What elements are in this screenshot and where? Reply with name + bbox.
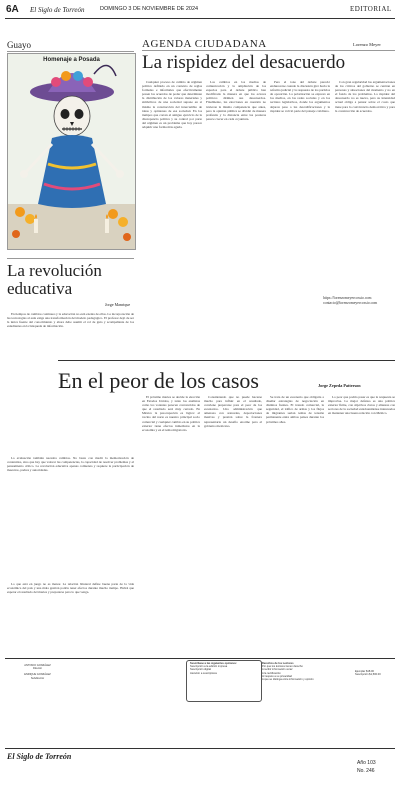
peor-column-3 bbox=[266, 395, 324, 645]
contact-email[interactable]: contacto@lorenzomeyercossio.com bbox=[323, 300, 378, 305]
agenda-column-4 bbox=[335, 80, 395, 290]
cartoon-rule bbox=[7, 51, 134, 52]
readers-right-3: A la rectificación bbox=[262, 671, 281, 675]
catrina-illustration bbox=[8, 54, 135, 249]
contact-website[interactable]: https://lorenzomeyercossio.com bbox=[323, 296, 372, 300]
agenda-headline: La rispidez del desacuerdo bbox=[142, 52, 346, 73]
cartoon-section-label: Guayo bbox=[7, 40, 31, 50]
price-single: Ejemplar $18.00 bbox=[355, 670, 374, 673]
subscriptions-title: Suscríbase a las siguientes opciones: bbox=[190, 662, 237, 665]
revolucion-rule bbox=[7, 258, 134, 259]
agenda-text-3: Pero el tono del debate pareció endurecerse cuando la discusión giró hacia la reforma judicial y la respuesta de los partidos de oposición. La polarización se expresó en los medios, en las redes sociales y en los recintos legislativos, donde los argumentos dejaron paso a las descalificaciones y la rispidez se volvió parte del paisaje cotidiano. bbox=[270, 80, 330, 113]
paper-name: El Siglo de Torreón bbox=[30, 6, 85, 14]
page-number: 6A bbox=[6, 4, 19, 15]
issue-date: DOMINGO 3 DE NOVIEMBRE DE 2024 bbox=[100, 6, 199, 12]
agenda-rule bbox=[142, 50, 395, 51]
peor-text-3: Se trata de un escenario que obligaría a diseñar estrategias de negociación en distintos frentes. El tratado comercial, la seguridad, el tráfico de armas y los flujos de migrantes serían temas de tensión permanente entre ambos países durante los próximos años. bbox=[266, 395, 324, 424]
revolucion-text-1: En tiempos de cambios continuos y la educación no está exenta de ellos. La incorporación de las tecnologías al aula exige una transformación del modelo pedagógico. El profesor dejó de ser la única fuente del conocimiento y ahora debe asumir el rol de guía y acompañante de los estudiantes en la búsqueda de información. bbox=[7, 312, 134, 329]
peor-column-4 bbox=[328, 395, 395, 645]
peor-headline: En el peor de los casos bbox=[58, 368, 259, 393]
agenda-text-1: Cualquier proceso de cambio de régimen político definido en un contexto de reglas formales e informales que efectivamente ponen los acuerdos de poder que determinan la distribución de los valores materiales y simbólicos de una sociedad supone en sí mismo la construcción del intercambio de ideas y opiniones de esa sociedad. En los tiempos que corren el antiguo ejercicio de la discrepancia política y su control por parte del régimen es un problema que hoy parece adquirir una forma más aguda. bbox=[142, 80, 202, 130]
price-box bbox=[355, 670, 395, 676]
footer-paper-name: El Siglo de Torreón bbox=[7, 752, 72, 761]
readers-rights-box bbox=[262, 662, 352, 681]
agenda-text-2: Los cambios en los medios de comunicación y la ampliación de los espacios para el debate público han modificado la manera en que los actores políticos dirimen sus desacuerdos. Finalmente, las elecciones en cuestión no tuvieron la misma competencia que antes, pero la opinión pública se dividió de manera profunda y la distancia entre las posturas parece crecer en cada coyuntura. bbox=[206, 80, 266, 121]
revolucion-column-2 bbox=[7, 456, 134, 576]
agenda-column-3 bbox=[270, 80, 330, 340]
issue-label: No. 246 bbox=[357, 768, 375, 774]
readers-right-4: Al respeto a su privacidad bbox=[262, 674, 292, 678]
masthead bbox=[0, 0, 400, 20]
peor-author: Jorge Zepeda Patterson bbox=[318, 383, 361, 388]
peor-text-2: Considerando que no puede hacerse mucho para influir en el resultado, conviene prepararse para el peor de los escenarios. Una administración que amenaza con aranceles, deportaciones masivas y presión sobre la frontera representaría un desafío enorme para el gobierno mexicano. bbox=[204, 395, 262, 428]
revolucion-author: Jorge Manrique bbox=[105, 302, 131, 307]
readers-right-1: Por que los lectores tienen derecho bbox=[262, 665, 303, 669]
revolucion-headline: La revolución educativa bbox=[7, 261, 102, 298]
subscriptions-frame bbox=[186, 660, 262, 702]
section-label: EDITORIAL bbox=[350, 5, 392, 13]
agenda-text-4: Con gran regularidad las argumentaciones de los críticos del gobierno se centran en personas y situaciones del momento y no en el fondo de los problemas. La rispidez del desacuerdo no es nueva, pero su intensidad actual obliga a pensar sobre el costo que tiene para la convivencia democrática y para la construcción de acuerdos. bbox=[335, 80, 395, 113]
readers-rights-title: Derechos de los Lectores bbox=[262, 662, 294, 665]
cartoon-image bbox=[7, 53, 136, 250]
staff-name-1: ANTONIO GONZÁLEZ bbox=[24, 664, 51, 667]
footer-rule bbox=[5, 658, 395, 659]
agenda-contact bbox=[323, 296, 395, 305]
year-label: Año 103 bbox=[357, 760, 376, 766]
peor-column-1 bbox=[142, 395, 200, 645]
revolucion-text-2: La evaluación también necesita cambios. No basta con medir la memorización de contenidos, sino que hay que valorar las competencias, la capacidad de resolver problemas y el pensamiento crítico. La revolución educativa apenas comienza y requiere la participación de maestros, padres y autoridades. bbox=[7, 456, 134, 473]
peor-text-1: El próximo martes se decide la elección en Estados Unidos, y tanto los analistas como los votantes parecen convencidos de que el resultado será muy cerrado. En México la preocupación es lógica: el vecino del norte es nuestro principal socio comercial y cualquier cambio en su política exterior tiene efectos inmediatos en la economía y en el tema migratorio. bbox=[142, 395, 200, 432]
cartoon-title: Homenaje a Posada bbox=[43, 57, 100, 63]
peor-text-5: Lo que está en juego no es menor. La relación bilateral define buena parte de la vida económica del país y una mala gestión podría tener efectos durante mucho tiempo. Habrá que esperar el resultado del martes y prepararse para lo que venga. bbox=[7, 582, 134, 595]
agenda-column-2 bbox=[206, 80, 266, 340]
peor-column-2 bbox=[204, 395, 262, 645]
agenda-column-1 bbox=[142, 80, 202, 340]
readers-right-2: A recibir información veraz bbox=[262, 668, 293, 672]
peor-rule bbox=[58, 360, 395, 361]
staff-role-1: Director bbox=[32, 667, 43, 671]
staff-role-2: Subdirector bbox=[30, 676, 45, 680]
peor-column-5 bbox=[7, 582, 134, 642]
subscription-support[interactable]: Atención a suscriptores bbox=[190, 671, 217, 675]
subscription-digital[interactable]: Suscripción digital bbox=[190, 668, 211, 672]
staff-name-2: ENRIQUE GONZÁLEZ bbox=[24, 673, 51, 677]
masthead-rule bbox=[5, 18, 395, 19]
readers-right-5: A que se distinga entre información y opinión bbox=[262, 678, 314, 682]
column-section-label: AGENDA CIUDADANA bbox=[142, 38, 267, 50]
subscription-print[interactable]: Suscripción a la edición impresa bbox=[190, 665, 228, 669]
price-subscription: Suscripción $1,500.00 bbox=[355, 673, 381, 677]
agenda-author: Lorenzo Meyer bbox=[353, 42, 381, 47]
footer-bottom-rule bbox=[5, 748, 395, 749]
peor-text-4: Lo peor que podría pasar es que la respuesta se improvise. La mejor defensa es una política exterior firme, con objetivos claros y alianzas con sectores de la sociedad estadounidense interesados en mantener una buena relación con México. bbox=[328, 395, 395, 416]
staff-left bbox=[10, 664, 65, 680]
